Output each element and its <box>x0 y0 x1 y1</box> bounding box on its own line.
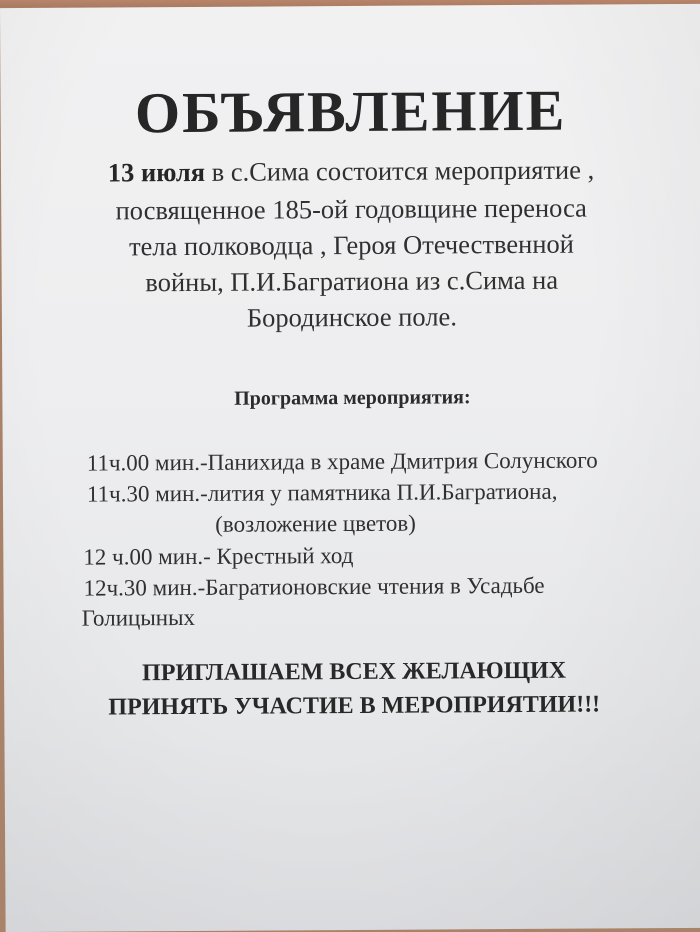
intro-line-1 <box>1 154 700 189</box>
notice-sheet <box>0 4 700 932</box>
intro-line-5: Бородинское поле. <box>246 301 457 333</box>
event-date: 13 июля <box>107 156 206 188</box>
closing-line-2: ПРИНЯТЬ УЧАСТИЕ В МЕРОПРИЯТИИ!!! <box>108 691 601 721</box>
intro-line-2: посвященное 185-ой годовщине переноса <box>115 192 587 226</box>
schedule-item-1: 11ч.00 мин.-Панихида в храме Дмитрия Солунского <box>86 447 598 476</box>
intro-line-3: тела полководца , Героя Отечественной <box>128 228 574 262</box>
schedule-item-2: 11ч.30 мин.-лития у памятника П.И.Багратиона, <box>86 478 558 507</box>
closing-line-1: ПРИГЛАШАЕМ ВСЕХ ЖЕЛАЮЩИХ <box>142 657 567 687</box>
schedule-item-3: 12 ч.00 мин.- Крестный ход <box>83 542 354 570</box>
intro-line-4: войны, П.И.Багратиона из с.Сима на <box>145 264 559 298</box>
schedule-item-4: 12ч.30 мин.-Багратионовские чтения в Усадьбе <box>83 572 545 601</box>
schedule-item-2-note: (возложение цветов) <box>215 510 416 537</box>
schedule-item-4-cont: Голицыных <box>81 604 196 631</box>
notice-title: ОБЪЯВЛЕНИЕ <box>134 77 567 146</box>
intro-line-1-text: в с.Сима состоится мероприятие , <box>204 154 595 187</box>
program-heading: Программа мероприятия: <box>234 386 471 410</box>
